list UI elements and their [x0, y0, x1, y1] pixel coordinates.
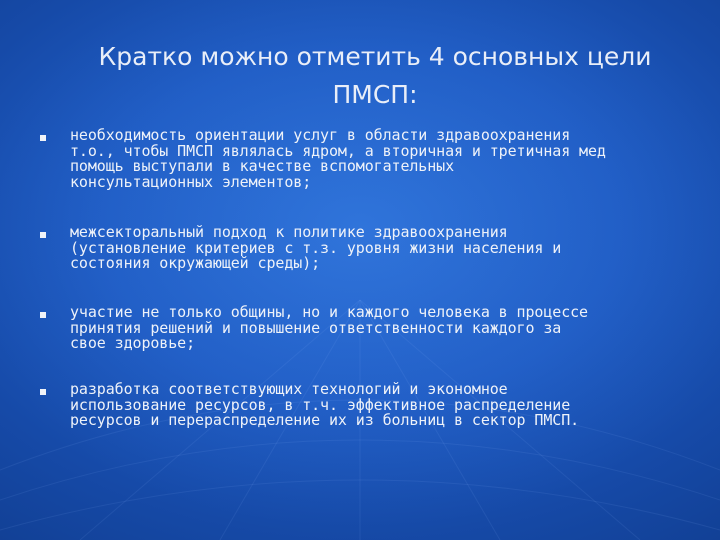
slide-title-line-2: ПМСП:: [332, 80, 418, 109]
list-item-line: межсекторальный подход к политике здравоохранения: [70, 223, 508, 241]
list-item: [40, 225, 680, 272]
square-bullet-icon: [40, 135, 46, 141]
list-item-line: ресурсов и перераспределение их из больниц в сектор ПМСП.: [70, 411, 580, 429]
list-item: [40, 382, 680, 429]
list-item-line: состояния окружающей среды);: [70, 254, 321, 272]
list-item-line: т.о., чтобы ПМСП являлась ядром, а вторичная и третичная мед: [70, 141, 606, 160]
slide-title: [60, 38, 690, 114]
list-item-line: использование ресурсов, в т.ч. эффективное распределение: [70, 395, 571, 414]
list-item-line: разработка соответствующих технологий и экономное: [70, 380, 508, 398]
list-item-text: [70, 225, 680, 272]
square-bullet-icon: [40, 389, 46, 395]
list-item-text: [70, 128, 680, 190]
slide-title-line-1: Кратко можно отметить 4 основных цели: [98, 42, 652, 71]
list-item-text: [70, 305, 680, 352]
list-item-line: (установление критериев с т.з. уровня жизни населения и: [70, 238, 562, 257]
list-item-line: необходимость ориентации услуг в области здравоохранения: [70, 126, 571, 144]
list-item-line: помощь выступали в качестве вспомогательных: [70, 157, 455, 175]
square-bullet-icon: [40, 312, 46, 318]
list-item: [40, 128, 680, 190]
square-bullet-icon: [40, 232, 46, 238]
list-item: [40, 305, 680, 352]
list-item-line: принятия решений и повышение ответственности каждого за: [70, 318, 562, 337]
list-item-line: консультационных элементов;: [70, 172, 312, 191]
list-item-line: свое здоровье;: [70, 334, 196, 352]
list-item-text: [70, 382, 680, 429]
list-item-line: участие не только общины, но и каждого человека в процессе: [70, 303, 588, 321]
